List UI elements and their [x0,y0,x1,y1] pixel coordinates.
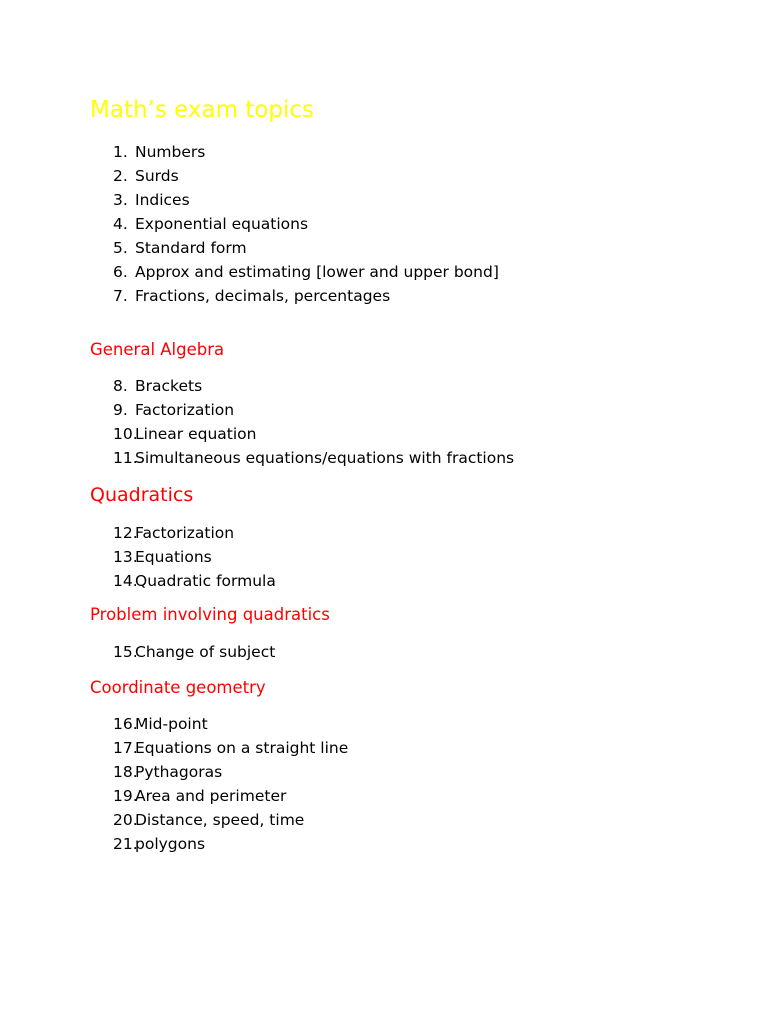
section-heading-problem-involving-quadratics: Problem involving quadratics [90,605,330,624]
item-text: Mid-point [135,715,208,733]
item-number: 20. [113,811,138,829]
item-text: Factorization [135,401,235,419]
item-number: 8. [113,377,128,395]
item-text: Area and perimeter [135,787,287,805]
item-text: Numbers [135,143,206,161]
item-number: 15. [113,643,138,661]
item-text: Indices [135,191,190,209]
item-text: Factorization [135,524,235,542]
item-number: 3. [113,191,128,209]
item-text: Approx and estimating [lower and upper bond] [135,263,499,281]
item-text: Standard form [135,239,247,257]
item-text: Equations [135,548,212,566]
item-number: 21. [113,835,138,853]
item-text: Equations on a straight line [135,739,349,757]
item-number: 13. [113,548,138,566]
item-number: 11. [113,449,138,467]
section-heading-general-algebra: General Algebra [90,340,225,359]
item-number: 7. [113,287,128,305]
item-number: 9. [113,401,128,419]
item-number: 14. [113,572,138,590]
item-number: 16. [113,715,138,733]
item-text: Change of subject [135,643,276,661]
item-text: Fractions, decimals, percentages [135,287,391,305]
item-text: Surds [135,167,179,185]
item-number: 17. [113,739,138,757]
item-number: 10. [113,425,138,443]
item-number: 4. [113,215,128,233]
item-text: polygons [135,835,206,853]
item-number: 6. [113,263,128,281]
item-number: 18. [113,763,138,781]
item-number: 19. [113,787,138,805]
section-heading-quadratics: Quadratics [90,484,194,506]
item-number: 5. [113,239,128,257]
document-title: Math’s exam topics [90,97,315,123]
item-number: 2. [113,167,128,185]
item-text: Quadratic formula [135,572,276,590]
item-text: Linear equation [135,425,257,443]
item-number: 12. [113,524,138,542]
item-text: Simultaneous equations/equations with fractions [135,449,515,467]
item-text: Distance, speed, time [135,811,305,829]
item-text: Exponential equations [135,215,309,233]
item-text: Pythagoras [135,763,223,781]
item-number: 1. [113,143,128,161]
section-heading-coordinate-geometry: Coordinate geometry [90,678,266,697]
item-text: Brackets [135,377,203,395]
